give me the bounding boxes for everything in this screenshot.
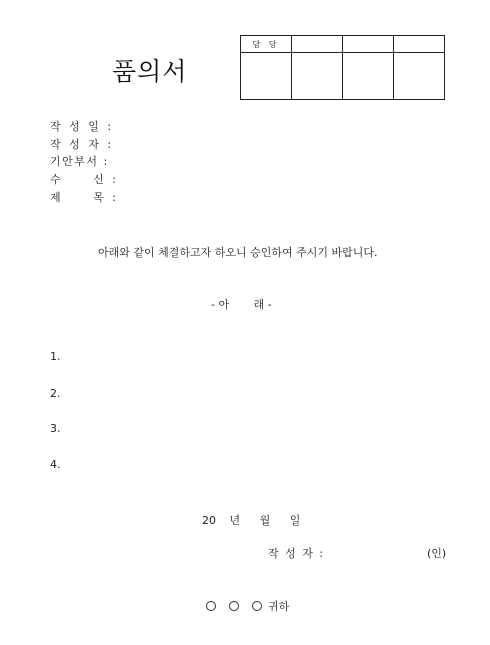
meta-department-label: 기안부서 : [50, 155, 109, 168]
placeholder-circle-icon [252, 601, 262, 611]
approval-header-cell [292, 36, 343, 53]
document-title: 품의서 [112, 57, 188, 86]
meta-date-label: 작 성 일 : [50, 120, 114, 133]
approval-header-cell [343, 36, 394, 53]
approval-box [240, 35, 445, 100]
list-item: 4. [50, 458, 61, 471]
approval-sign-cell [241, 53, 292, 100]
seal-label: (인) [427, 547, 447, 560]
date-line [202, 512, 300, 528]
list-item: 2. [50, 387, 61, 400]
meta-subject-label: 제 목 : [50, 191, 119, 204]
approval-sign-cell [394, 53, 445, 100]
meta-date-field [50, 118, 114, 134]
list-item: 3. [50, 422, 61, 435]
date-year-prefix: 20 [202, 514, 216, 527]
addressee-line [206, 598, 289, 614]
addressee-suffix: 귀하 [268, 600, 290, 613]
date-month-unit: 월 [259, 514, 271, 527]
below-marker: - 아 래 - [211, 298, 272, 311]
meta-writer-field [50, 136, 114, 152]
meta-subject-field [50, 189, 118, 205]
meta-writer-label: 작 성 자 : [50, 138, 114, 151]
approval-header-label: 담 당 [241, 36, 292, 53]
writer-label: 작 성 자 : [268, 547, 325, 560]
approval-header-cell [394, 36, 445, 53]
intro-text: 아래와 같이 체결하고자 하오니 승인하여 주시기 바랍니다. [98, 246, 378, 259]
approval-sign-cell [343, 53, 394, 100]
meta-department-field [50, 153, 109, 169]
date-day-unit: 일 [289, 514, 301, 527]
approval-sign-cell [292, 53, 343, 100]
placeholder-circle-icon [206, 601, 216, 611]
meta-recipient-field [50, 171, 118, 187]
placeholder-circle-icon [229, 601, 239, 611]
meta-recipient-label: 수 신 : [50, 173, 119, 186]
date-year-unit: 년 [229, 514, 241, 527]
list-item: 1. [50, 350, 61, 363]
